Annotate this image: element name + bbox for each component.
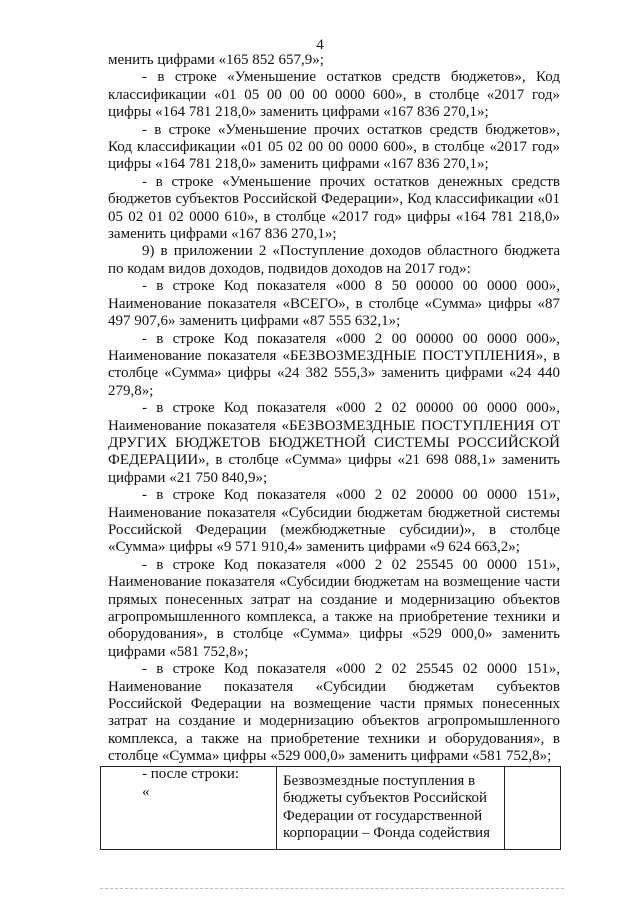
- paragraph-item: - в строке «Уменьшение остатков средств бюджетов», Код классификации «01 05 00 00 00 0000 600», в столбце «2017 год» цифры «164 781 218,0» заменить цифрами «167 836 270,1»;: [108, 69, 560, 121]
- paragraph-item: 9) в приложении 2 «Поступление доходов областного бюджета по кодам видов доходов, подвидов доходов на 2017 год»:: [108, 243, 560, 277]
- table-cell-code: [101, 767, 277, 850]
- paragraph-item: - в строке Код показателя «000 2 02 20000 00 0000 151», Наименование показателя «Субсидии бюджетам бюджетной системы Российской Федерации (межбюджетные субсидии)», в столбце «Сумма» цифры «9 571 910,4» заменить цифрами «9 624 663,2»;: [108, 487, 560, 556]
- paragraph-item: - после строки:: [142, 765, 240, 782]
- page-number: 4: [316, 37, 324, 53]
- document-body: [108, 52, 560, 801]
- table-cell-name: Безвозмездные поступления в бюджеты субъектов Российской Федерации от государственной корпорации – Фонда содействия: [277, 767, 505, 850]
- paragraph-item: - в строке Код показателя «000 2 00 00000 00 0000 000», Наименование показателя «БЕЗВОЗМЕЗДНЫЕ ПОСТУПЛЕНИЯ», в столбце «Сумма» цифры «24 382 555,3» заменить цифрами «24 440 279,8»;: [108, 330, 560, 399]
- paragraph-item: - в строке Код показателя «000 8 50 00000 00 0000 000», Наименование показателя «ВСЕГО», в столбце «Сумма» цифры «87 497 907,6» заменить цифрами «87 555 632,1»;: [108, 278, 560, 330]
- income-table: [100, 766, 561, 850]
- paragraph-continuation: менить цифрами «165 852 657,9»;: [108, 52, 324, 68]
- page-bottom-rule: [100, 888, 564, 889]
- table-row: [101, 767, 561, 850]
- table-cell-sum: [505, 767, 561, 850]
- paragraph-item: - в строке «Уменьшение прочих остатков денежных средств бюджетов субъектов Российской Федерации», Код классификации «01 05 02 01 02 0000 610», в столбце «2017 год» цифры «164 781 218,0» заменить цифрами «167 836 270,1»;: [108, 173, 560, 243]
- paragraph-item: - в строке Код показателя «000 2 02 25545 02 0000 151», Наименование показателя «Субсидии бюджетам субъектов Российской Федерации на возмещение части прямых понесенных затрат на создание и модернизацию объектов агропромышленного комплекса, а также на приобретение техники и оборудования», в столбце «Сумма» цифры «529 000,0» заменить цифрами «581 752,8»;: [108, 661, 560, 765]
- paragraph-item: - в строке Код показателя «000 2 02 00000 00 0000 000», Наименование показателя «БЕЗВОЗМЕЗДНЫЕ ПОСТУПЛЕНИЯ ОТ ДРУГИХ БЮДЖЕТОВ БЮДЖЕТНОЙ СИСТЕМЫ РОССИЙСКОЙ ФЕДЕРАЦИИ», в столбце «Сумма» цифры «21 698 088,1» заменить цифрами «21 750 840,9»;: [108, 400, 560, 486]
- paragraph-item: - в строке «Уменьшение прочих остатков средств бюджетов», Код классификации «01 05 02 00 00 0000 600», в столбце «2017 год» цифры «164 781 218,0» заменить цифрами «167 836 270,1»;: [108, 121, 560, 173]
- opening-quote-mark: «: [142, 784, 150, 801]
- paragraph-item: - в строке Код показателя «000 2 02 25545 00 0000 151», Наименование показателя «Субсидии бюджетам на возмещение части прямых понесенных затрат на создание и модернизацию объектов агропромышленного комплекса, а также на приобретение техники и оборудования», в столбце «Сумма» цифры «529 000,0» заменить цифрами «581 752,8»;: [108, 556, 560, 660]
